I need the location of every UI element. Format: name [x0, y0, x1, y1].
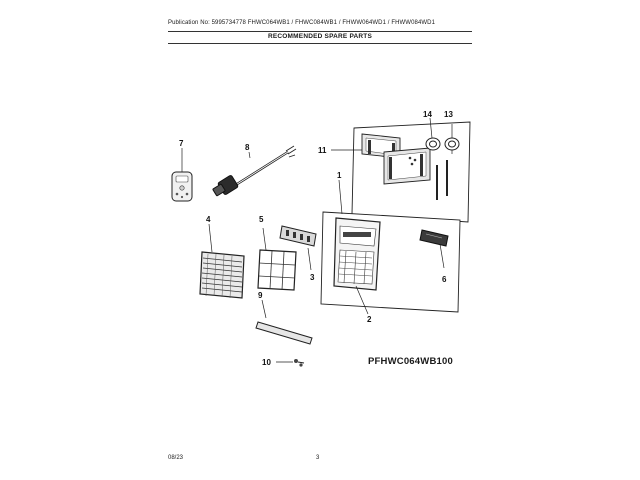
page-title: RECOMMENDED SPARE PARTS [267, 33, 373, 40]
diagram-code: PFHWC064WB100 [368, 356, 453, 367]
callout-2: 2 [367, 315, 372, 324]
page-number: 3 [316, 455, 320, 461]
part-10-screws [276, 359, 304, 367]
callout-1: 1 [337, 171, 342, 180]
part-8-power-cord [213, 146, 296, 196]
publication-line: Publication No: 5995734778 FHWC064WB1 / FHWC084WB1 / FHWW064WD1 / FHWW084WD1 [168, 20, 436, 26]
part-7-remote [172, 148, 192, 201]
callout-8: 8 [245, 143, 250, 152]
callout-3: 3 [310, 273, 315, 282]
part-9-bar [256, 300, 312, 344]
callout-6: 6 [442, 275, 447, 284]
callout-11: 11 [318, 146, 327, 155]
callout-7: 7 [179, 139, 184, 148]
callout-5: 5 [259, 215, 264, 224]
part-11-side-panels [331, 118, 470, 222]
callout-14: 14 [423, 110, 432, 119]
callout-9: 9 [258, 291, 263, 300]
callout-4: 4 [206, 215, 211, 224]
callout-10: 10 [262, 358, 271, 367]
callout-13: 13 [444, 110, 453, 119]
part-4-rear-grille [200, 224, 244, 298]
footer-date: 08/23 [168, 455, 184, 461]
